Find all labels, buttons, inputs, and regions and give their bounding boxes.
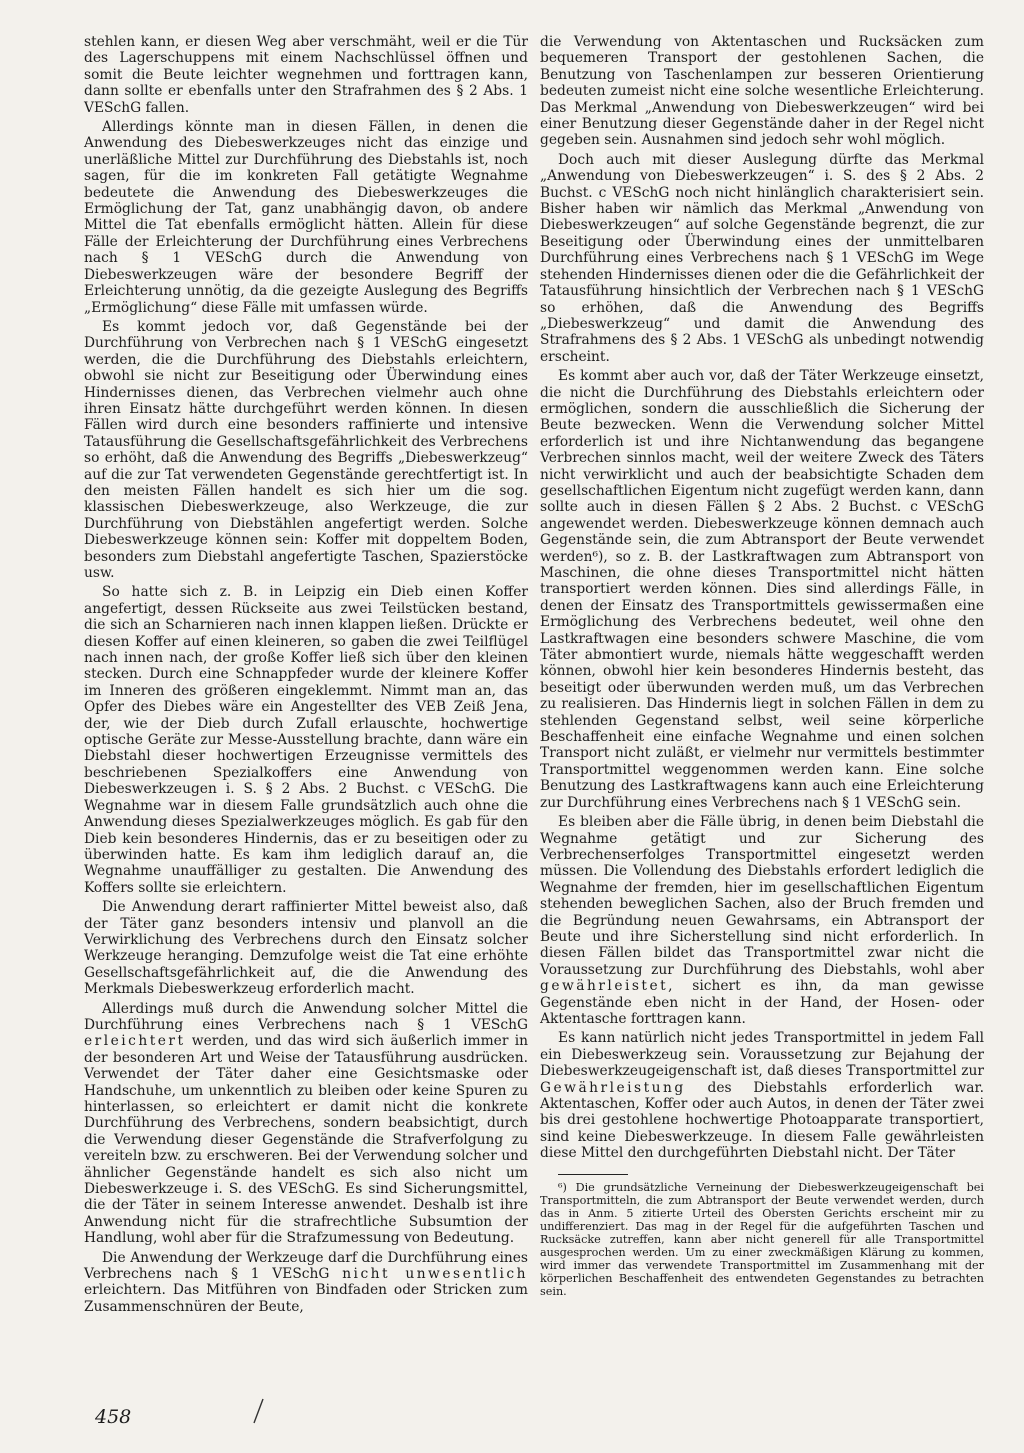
footnote: ⁶) Die grundsätzliche Verneinung der Diebeswerkzeugeigenschaft bei Transportmitteln, die zum Abtransport der Beute verwendet werden, durch das in Anm. 5 zitierte Urteil des Obersten Gerichts erscheint mir zu undifferenziert. Das mag in der Regel für die aufgeführten Taschen und Rucksäcke zutreffen, kann aber nicht generell für alle Transportmittel ausgesprochen werden. Um zu einer zweckmäßigen Klärung zu kommen, wird immer das verwendete Transportmittel im Zusammenhang mit der körperlichen Beschaffenheit des entwendeten Gegenstandes zu betrachten sein. — [540, 1180, 984, 1298]
paragraph: Doch auch mit dieser Auslegung dürfte das Merkmal „Anwendung von Diebeswerkzeugen“ i. S. des § 2 Abs. 2 Buchst. c VESchG noch nicht hinlänglich charakterisiert sein. Bisher haben wir nämlich das Merkmal „Anwendung von Diebeswerkzeugen“ auf solche Gegenstände begrenzt, die zur Beseitigung oder Überwindung eines der unmittelbaren Durchführung eines Verbrechens nach § 1 VESchG im Wege stehenden Hindernisses dienen oder die die Gefährlichkeit der Tatausführung hinsichtlich der Verbrechen nach § 1 VESchG so erhöhen, daß die Anwendung des Begriffs „Diebeswerkzeug“ und damit die Anwendung des Strafrahmens des § 2 Abs. 1 VESchG als unbedingt notwendig erscheint. — [540, 151, 984, 365]
paragraph: Allerdings könnte man in diesen Fällen, in denen die Anwendung des Diebeswerkzeuges nicht das einzige und unerläßliche Mittel zur Durchführung des Diebstahls ist, noch sagen, für die im konkreten Fall getätigte Wegnahme bedeutete die Anwendung des Diebeswerkzeuges die Ermöglichung der Tat, ganz unabhängig davon, ob andere Mittel die Tat ebenfalls ermöglicht hätten. Allein für diese Fälle der Erleichterung der Durchführung eines Verbrechens nach § 1 VESchG durch die Anwendung von Diebeswerkzeugen wäre der besondere Begriff der Erleichterung unnötig, da die gezeigte Auslegung des Begriffs „Ermöglichung“ diese Fälle mit umfassen würde. — [84, 119, 528, 316]
right-column — [540, 34, 984, 1300]
left-column — [84, 34, 528, 1318]
text-run: Es kann natürlich nicht jedes Transportmittel in jedem Fall ein Diebeswerkzeug sein. Voraussetzung zur Bejahung der Diebeswerkzeugeigenschaft ist, daß dieses Transportmittel zur — [540, 1030, 984, 1080]
footnote-divider — [558, 1174, 628, 1175]
pencil-mark — [248, 1396, 268, 1426]
paragraph — [540, 814, 984, 1027]
paragraph: Es kommt jedoch vor, daß Gegenstände bei der Durchführung von Verbrechen nach § 1 VESchG eingesetzt werden, die die Durchführung des Diebstahls erleichtern, obwohl sie nicht zur Beseitigung oder Überwindung eines Hindernisses dienen, das Verbrechen vielmehr auch ohne ihren Einsatz hätte durchgeführt werden können. In diesen Fällen wird durch eine besonders raffinierte und intensive Tatausführung die Gesellschaftsgefährlichkeit des Verbrechens so erhöht, daß die Anwendung des Begriffs „Diebeswerkzeug“ auf die zur Tat verwendeten Gegenstände gerechtfertigt ist. In den meisten Fällen handelt es sich hier um die sog. klassischen Diebeswerkzeuge, also Werkzeuge, die zur Durchführung von Diebstählen angefertigt werden. Solche Diebeswerkzeuge können sein: Koffer mit doppeltem Boden, besonders zum Diebstahl angefertigte Taschen, Spazierstöcke usw. — [84, 318, 528, 581]
paragraph — [540, 1030, 984, 1161]
paragraph: Die Anwendung derart raffinierter Mittel beweist also, daß der Täter ganz besonders intensiv und planvoll an die Verwirklichung des Verbrechens durch den Einsatz solcher Werkzeuge heranging. Demzufolge weist die Tat eine erhöhte Gesellschaftsgefährlichkeit auf, die die Anwendung des Merkmals Diebeswerkzeug erforderlich macht. — [84, 899, 528, 998]
text-run: werden, und das wird sich äußerlich immer in der besonderen Art und Weise der Tatausführung ausdrücken. Verwendet der Täter daher eine Gesichtsmaske oder Handschuhe, um unkenntlich zu bleiben oder keine Spuren zu hinterlassen, so erleichtert er damit nicht die konkrete Durchführung des Verbrechens, sondern beabsichtigt, durch die Verwendung dieser Gegenstände die Strafverfolgung zu vereiteln bzw. zu erschweren. Bei der Verwendung solcher und ähnlicher Gegenstände handelt es sich also nicht um Diebeswerkzeuge i. S. des VESchG. Es sind Sicherungsmittel, die der Täter in seinem Interesse anwendet. Deshalb ist ihre Anwendung nicht für die strafrechtliche Subsumtion der Handlung, wohl aber für die Strafzumessung von Bedeutung. — [84, 1033, 528, 1247]
text-run: Die Anwendung der Werkzeuge darf die Durchführung eines Verbrechens nach § 1 VESchG — [84, 1249, 528, 1283]
emphasized-text: Gewährleistung — [540, 1079, 686, 1096]
paragraph: So hatte sich z. B. in Leipzig ein Dieb einen Koffer angefertigt, dessen Rückseite aus zwei Teilstücken bestand, die sich an Scharnieren nach innen klappen ließen. Drückte er diesen Koffer auf einen kleineren, so gaben die zwei Teilflügel nach innen nach, der große Koffer ließ sich über den kleinen stecken. Durch eine Schnappfeder wurde der kleinere Koffer im Inneren des größeren eingeklemmt. Nimmt man an, das Opfer des Diebes wäre ein Angestellter des VEB Zeiß Jena, der, wie der Dieb durch Zufall erlauschte, hochwertige optische Geräte zur Messe-Ausstellung brachte, dann wäre ein Diebstahl dieser hochwertigen Erzeugnisse vermittels des beschriebenen Spezialkoffers eine Anwendung von Diebeswerkzeugen i. S. § 2 Abs. 2 Buchst. c VESchG. Die Wegnahme war in diesem Falle grundsätzlich auch ohne die Anwendung dieses Spezialwerkzeuges möglich. Es gab für den Dieb kein besonderes Hindernis, das er zu beseitigen oder zu überwinden hatte. Es kam ihm lediglich darauf an, die Wegnahme unauffälliger zu gestalten. Die Anwendung des Koffers sollte sie erleichtern. — [84, 584, 528, 896]
text-run: des Diebstahls erforderlich war. Aktentaschen, Koffer oder auch Autos, in denen der Täter zwei bis drei gestohlene hochwertige Photoapparate transportiert, sind keine Diebeswerkzeuge. In diesem Falle gewährleisten diese Mittel den durchgeführten Diebstahl nicht. Der Täter — [540, 1079, 984, 1162]
emphasized-text: nicht unwesentlich — [342, 1266, 528, 1283]
paragraph: die Verwendung von Aktentaschen und Rucksäcken zum bequemeren Transport der gestohlenen Sachen, die Benutzung von Taschenlampen zur besseren Orientierung bedeuten zumeist nicht eine solche wesentliche Erleichterung. Das Merkmal „Anwendung von Diebeswerkzeugen“ wird bei einer Benutzung dieser Gegenstände daher in der Regel nicht gegeben sein. Ausnahmen sind jedoch sehr wohl möglich. — [540, 34, 984, 149]
paragraph: Es kommt aber auch vor, daß der Täter Werkzeuge einsetzt, die nicht die Durchführung des Diebstahls erleichtern oder ermöglichen, sondern die ausschließlich die Sicherung der Beute bezwecken. Wenn die Verwendung solcher Mittel erforderlich ist und ihre Nichtanwendung das begangene Verbrechen sinnlos macht, weil der weitere Zweck des Täters nicht verwirklicht und auch der beabsichtigte Schaden dem gesellschaftlichen Eigentum nicht zugefügt werden kann, dann sollte auch in diesen Fällen § 2 Abs. 2 Buchst. c VESchG angewendet werden. Diebeswerkzeuge können demnach auch Gegenstände sein, die zum Abtransport der Beute verwendet werden⁶), so z. B. der Lastkraftwagen zum Abtransport von Maschinen, die ohne dieses Transportmittel nicht hätten transportiert werden können. Dies sind allerdings Fälle, in denen der Einsatz des Transportmittels gewissermaßen eine Ermöglichung des Verbrechens bedeutet, weil ohne den Lastkraftwagen eine besonders schwere Maschine, die vom Täter abmontiert wurde, niemals hätte weggeschafft werden können, obwohl hier kein besonderes Hindernis besteht, das beseitigt oder überwunden werden muß, um das Verbrechen zu realisieren. Das Hindernis liegt in solchen Fällen in dem zu stehlenden Gegenstand selbst, weil seine körperliche Beschaffenheit eine einfache Wegnahme und einen solchen Transport nicht zuläßt, er vielmehr nur vermittels bestimmter Transportmittel weggenommen werden kann. Eine solche Benutzung des Lastkraftwagens kann auch eine Erleichterung zur Durchführung eines Verbrechens nach § 1 VESchG sein. — [540, 368, 984, 811]
paragraph — [84, 1250, 528, 1316]
paragraph — [84, 1001, 528, 1247]
text-run: Allerdings muß durch die Anwendung solcher Mittel die Durchführung eines Verbrechens nach § 1 VESchG — [84, 1000, 528, 1033]
text-run: erleichtern. Das Mitführen von Bindfaden oder Stricken zum Zusammenschnüren der Beute, — [84, 1282, 528, 1315]
paragraph: stehlen kann, er diesen Weg aber verschmäht, weil er die Tür des Lagerschuppens mit einem Nachschlüssel öffnen und somit die Beute leichter wegnehmen und forttragen kann, dann sollte er ebenfalls unter den Strafrahmen des § 2 Abs. 1 VESchG fallen. — [84, 34, 528, 116]
emphasized-text: erleichtert — [84, 1033, 186, 1050]
emphasized-text: gewährleistet — [540, 978, 669, 995]
text-run: , sichert es ihn, da man gewisse Gegenstände eben nicht in der Hand, der Hosen- oder Aktentasche forttragen kann. — [540, 978, 984, 1027]
text-run: Es bleiben aber die Fälle übrig, in denen beim Diebstahl die Wegnahme getätigt und zur Sicherung des Verbrechenserfolges Transportmittel eingesetzt werden müssen. Die Vollendung des Diebstahls erfordert lediglich die Wegnahme der fremden, hier im gesellschaftlichen Eigentum stehenden beweglichen Sachen, also der Bruch fremden und die Begründung neuen Gewahrsams, ein Abtransport der Beute und ihre Sicherstellung sind nicht erforderlich. In diesen Fällen bildet das Transportmittel zwar nicht die Voraussetzung zur Durchführung des Diebstahls, wohl aber — [540, 814, 984, 978]
page-number: 458 — [95, 1406, 132, 1428]
